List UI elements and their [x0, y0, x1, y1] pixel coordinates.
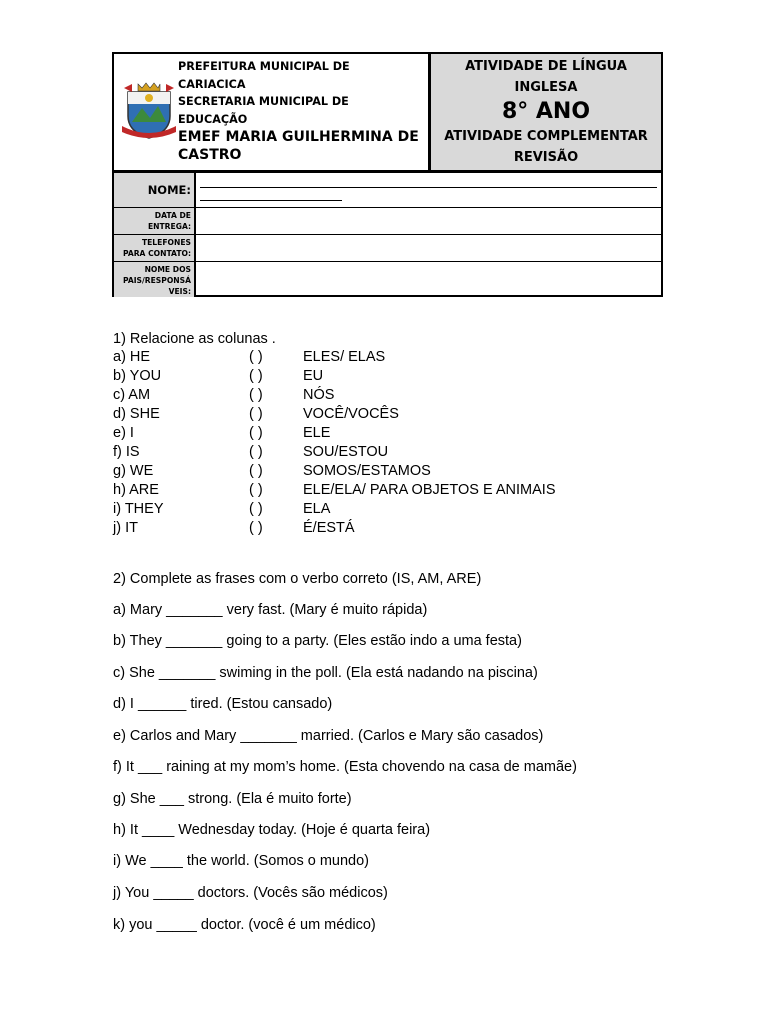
activity-title-line: INGLESA [514, 80, 578, 95]
match-left-item: i) THEY [113, 501, 164, 517]
school-name: CASTRO [178, 147, 242, 163]
label-line: DATA DE [154, 211, 191, 220]
match-row [113, 386, 733, 405]
match-row [113, 462, 733, 481]
nome-label: NOME: [114, 173, 196, 207]
match-left-item: h) ARE [113, 482, 159, 498]
match-left-item: g) WE [113, 463, 154, 479]
match-left-item: e) I [113, 425, 134, 441]
label-line: NOME DOS [144, 265, 191, 274]
sentence-item: a) Mary _______ very fast. (Mary é muito rápida) [113, 602, 428, 618]
match-row [113, 405, 733, 424]
activity-sub-line: ATIVIDADE COMPLEMENTAR [444, 129, 648, 144]
sentence-item: g) She ___ strong. (Ela é muito forte) [113, 791, 352, 807]
match-answer-blank[interactable]: ( ) [249, 387, 263, 403]
sentence-item: i) We ____ the world. (Somos o mundo) [113, 853, 370, 869]
match-row [113, 500, 733, 519]
activity-title [431, 54, 661, 98]
sentence-item: c) She _______ swiming in the poll. (Ela está nadando na piscina) [113, 665, 538, 681]
telefones-label [114, 235, 196, 261]
match-right-item: VOCÊ/VOCÊS [303, 406, 399, 422]
match-right-item: ELES/ ELAS [303, 349, 386, 365]
grade-label: 8° ANO [501, 99, 591, 124]
sentence-item: b) They _______ going to a party. (Eles estão indo a uma festa) [113, 633, 522, 649]
label-line: PARA CONTATO: [122, 249, 191, 258]
match-left-item: f) IS [113, 444, 140, 460]
school-line: EDUCAÇÃO [178, 112, 248, 126]
form-row-data-entrega [114, 208, 661, 235]
match-right-item: SOU/ESTOU [303, 444, 389, 460]
school-line: SECRETARIA MUNICIPAL DE [178, 95, 349, 108]
municipal-crest-icon [120, 82, 178, 142]
match-right-item: NÓS [303, 387, 335, 403]
school-info-cell [114, 54, 431, 173]
match-answer-blank[interactable]: ( ) [249, 501, 263, 517]
match-right-item: ELE/ELA/ PARA OBJETOS E ANIMAIS [303, 482, 556, 498]
match-right-item: ELA [303, 501, 331, 517]
match-row [113, 348, 733, 367]
sentence-item: e) Carlos and Mary _______ married. (Carlos e Mary são casados) [113, 728, 544, 744]
match-row [113, 424, 733, 443]
match-right-item: EU [303, 368, 324, 384]
form-row-nome [114, 173, 661, 208]
sentence-item: h) It ____ Wednesday today. (Hoje é quarta feira) [113, 822, 431, 838]
match-answer-blank[interactable]: ( ) [249, 425, 263, 441]
match-answer-blank[interactable]: ( ) [249, 368, 263, 384]
match-answer-blank[interactable]: ( ) [249, 463, 263, 479]
label-line: TELEFONES [141, 238, 191, 247]
match-row [113, 443, 733, 462]
match-answer-blank[interactable]: ( ) [249, 349, 263, 365]
sentence-item: f) It ___ raining at my mom’s home. (Esta chovendo na casa de mamãe) [113, 759, 577, 775]
header-table [112, 52, 663, 297]
activity-info-cell [431, 54, 661, 173]
question-2-title: 2) Complete as frases com o verbo correto (IS, AM, ARE) [113, 571, 482, 587]
match-row [113, 481, 733, 500]
form-row-telefones [114, 235, 661, 262]
match-left-item: j) IT [113, 520, 138, 536]
nome-line [200, 188, 342, 201]
match-row [113, 367, 733, 386]
match-answer-blank[interactable]: ( ) [249, 520, 263, 536]
form-row-pais [114, 262, 661, 297]
match-left-item: b) YOU [113, 368, 162, 384]
label-line: ENTREGA: [147, 222, 191, 231]
label-line: VEIS: [168, 287, 191, 296]
data-entrega-label [114, 208, 196, 234]
school-text [178, 58, 428, 164]
school-name: EMEF MARIA GUILHERMINA DE [178, 129, 419, 145]
match-answer-blank[interactable]: ( ) [249, 406, 263, 422]
sentence-item: k) you _____ doctor. (você é um médico) [113, 917, 376, 933]
match-row [113, 519, 733, 538]
match-right-item: SOMOS/ESTAMOS [303, 463, 431, 479]
activity-subtitle [431, 126, 661, 168]
school-line: CARIACICA [178, 77, 246, 91]
match-left-item: d) SHE [113, 406, 160, 422]
school-line: PREFEITURA MUNICIPAL DE [178, 60, 350, 73]
pais-label [114, 262, 196, 297]
nome-line [200, 175, 657, 188]
match-left-item: c) AM [113, 387, 151, 403]
nome-field[interactable] [200, 175, 657, 201]
match-answer-blank[interactable]: ( ) [249, 482, 263, 498]
activity-sub-line: REVISÃO [513, 150, 579, 165]
match-answer-blank[interactable]: ( ) [249, 444, 263, 460]
label-line: PAIS/RESPONSÁ [122, 276, 191, 285]
match-right-item: É/ESTÁ [303, 520, 355, 536]
question-1-title: 1) Relacione as colunas . [113, 331, 276, 347]
match-left-item: a) HE [113, 349, 151, 365]
sentence-item: d) I ______ tired. (Estou cansado) [113, 696, 333, 712]
match-right-item: ELE [303, 425, 331, 441]
activity-title-line: ATIVIDADE DE LÍNGUA [465, 59, 627, 74]
sentence-item: j) You _____ doctors. (Vocês são médicos) [113, 885, 388, 901]
